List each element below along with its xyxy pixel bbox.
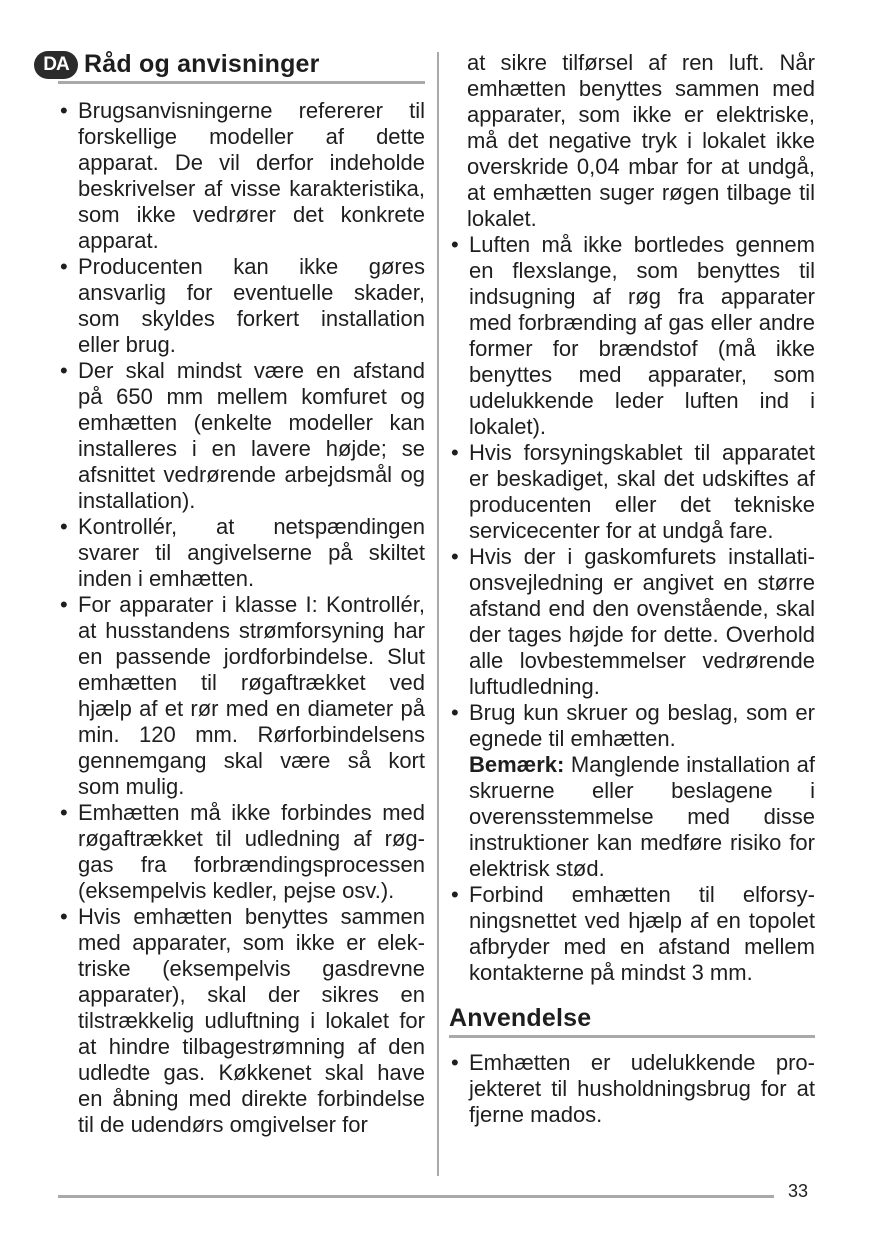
note-text: Manglende installation af skruerne eller beslagene i overensstemmelse med disse instruktioner kan medføre risiko for elektrisk stød. [469,752,815,881]
list-item: • Kontrollér, at netspændingen svarer til angivelserne på skiltet inden i emhætten. [58,514,425,592]
list-item: • Emhætten må ikke forbindes med røgaftrækket til udledning af røggas fra forbrændingsprocessen (eksempelvis kedler, pejse osv.). [58,800,425,904]
list-item: • Producenten kan ikke gøres ansvarlig for eventuelle skader, som skyldes forkert installation eller brug. [58,254,425,358]
advice-list-left [58,98,425,1138]
section-heading-usage [449,1004,815,1038]
list-item: • Forbind emhætten til elforsyningsnettet ved hjælp af en topolet afbryder med en afstand mellem kontakterne på mindst 3 mm. [449,882,815,986]
screws-text: Brug kun skruer og beslag, som er egnede til emhætten. [469,700,815,751]
language-badge: DA [34,51,78,79]
list-item: • Emhætten er udelukkende projekteret til husholdningsbrug for at fjerne mados. [449,1050,815,1128]
section-title: Råd og anvisninger [84,50,320,78]
list-item: • Hvis forsyningskablet til apparatet er beskadiget, skal det udskiftes af producenten eller det tekniske servicecenter for at undgå fare. [449,440,815,544]
usage-list [449,1050,815,1128]
advice-list-right [449,50,815,986]
list-item: • Luften må ikke bortledes gennem en flexslange, som benyttes til indsugning af røg fra apparater med forbrænding af gas eller andre former for brændstof (må ikke benyttes med apparater, som udelukkende leder luften ind i lokalet). [449,232,815,440]
section-heading-advice [43,50,425,84]
list-item: • Brugsanvisningerne refererer til forskellige modeller af dette apparat. De vil derfor indeholde beskrivelser af visse karakteristika, som ikke vedrører det konkrete apparat. [58,98,425,254]
footer-rule [58,1195,774,1198]
section-title: Anvendelse [449,1004,592,1032]
left-column [43,50,425,1138]
note-label: Bemærk: [469,752,565,777]
list-item: • Hvis der i gaskomfurets installationsvejledning er angivet en større afstand end den ovenstående, skal der tages højde for dette. Overhold alle lovbestemmelser vedrørende luftudledning. [449,544,815,700]
list-item-continuation: at sikre tilførsel af ren luft. Når emhætten benyttes sammen med apparater, som ikke er elektriske, må det negative tryk i lokalet ikke overskride 0,04 mbar for at undgå, at emhætten suger røgen tilbage til lokalet. [467,50,815,231]
list-item-screws [449,700,815,882]
page-number: 33 [788,1181,809,1201]
list-item: • For apparater i klasse I: Kontrollér, at husstandens strømforsyning har en passende jordforbindelse. Slut emhætten til røgaftrækket ved hjælp af et rør med en diameter på min. 120 mm. Rørforbindelsens gennemgang skal være så kort som mulig. [58,592,425,800]
list-item: • Hvis emhætten benyttes sammen med apparater, som ikke er elektriske (eksempelvis gasdrevne apparater), skal der sikres en tilstrækkelig udluftning i lokalet for at hindre tilbagestrømning af den udledte gas. Køkkenet skal have en åbning med direkte forbindelse til de udendørs omgivelser for [58,904,425,1138]
right-column [449,50,815,1128]
column-divider [437,52,439,1176]
note [469,752,815,882]
list-item: • Der skal mindst være en afstand på 650 mm mellem komfuret og emhætten (enkelte modeller kan installeres i en lavere højde; se afsnittet vedrørende arbejdsmål og installation). [58,358,425,514]
